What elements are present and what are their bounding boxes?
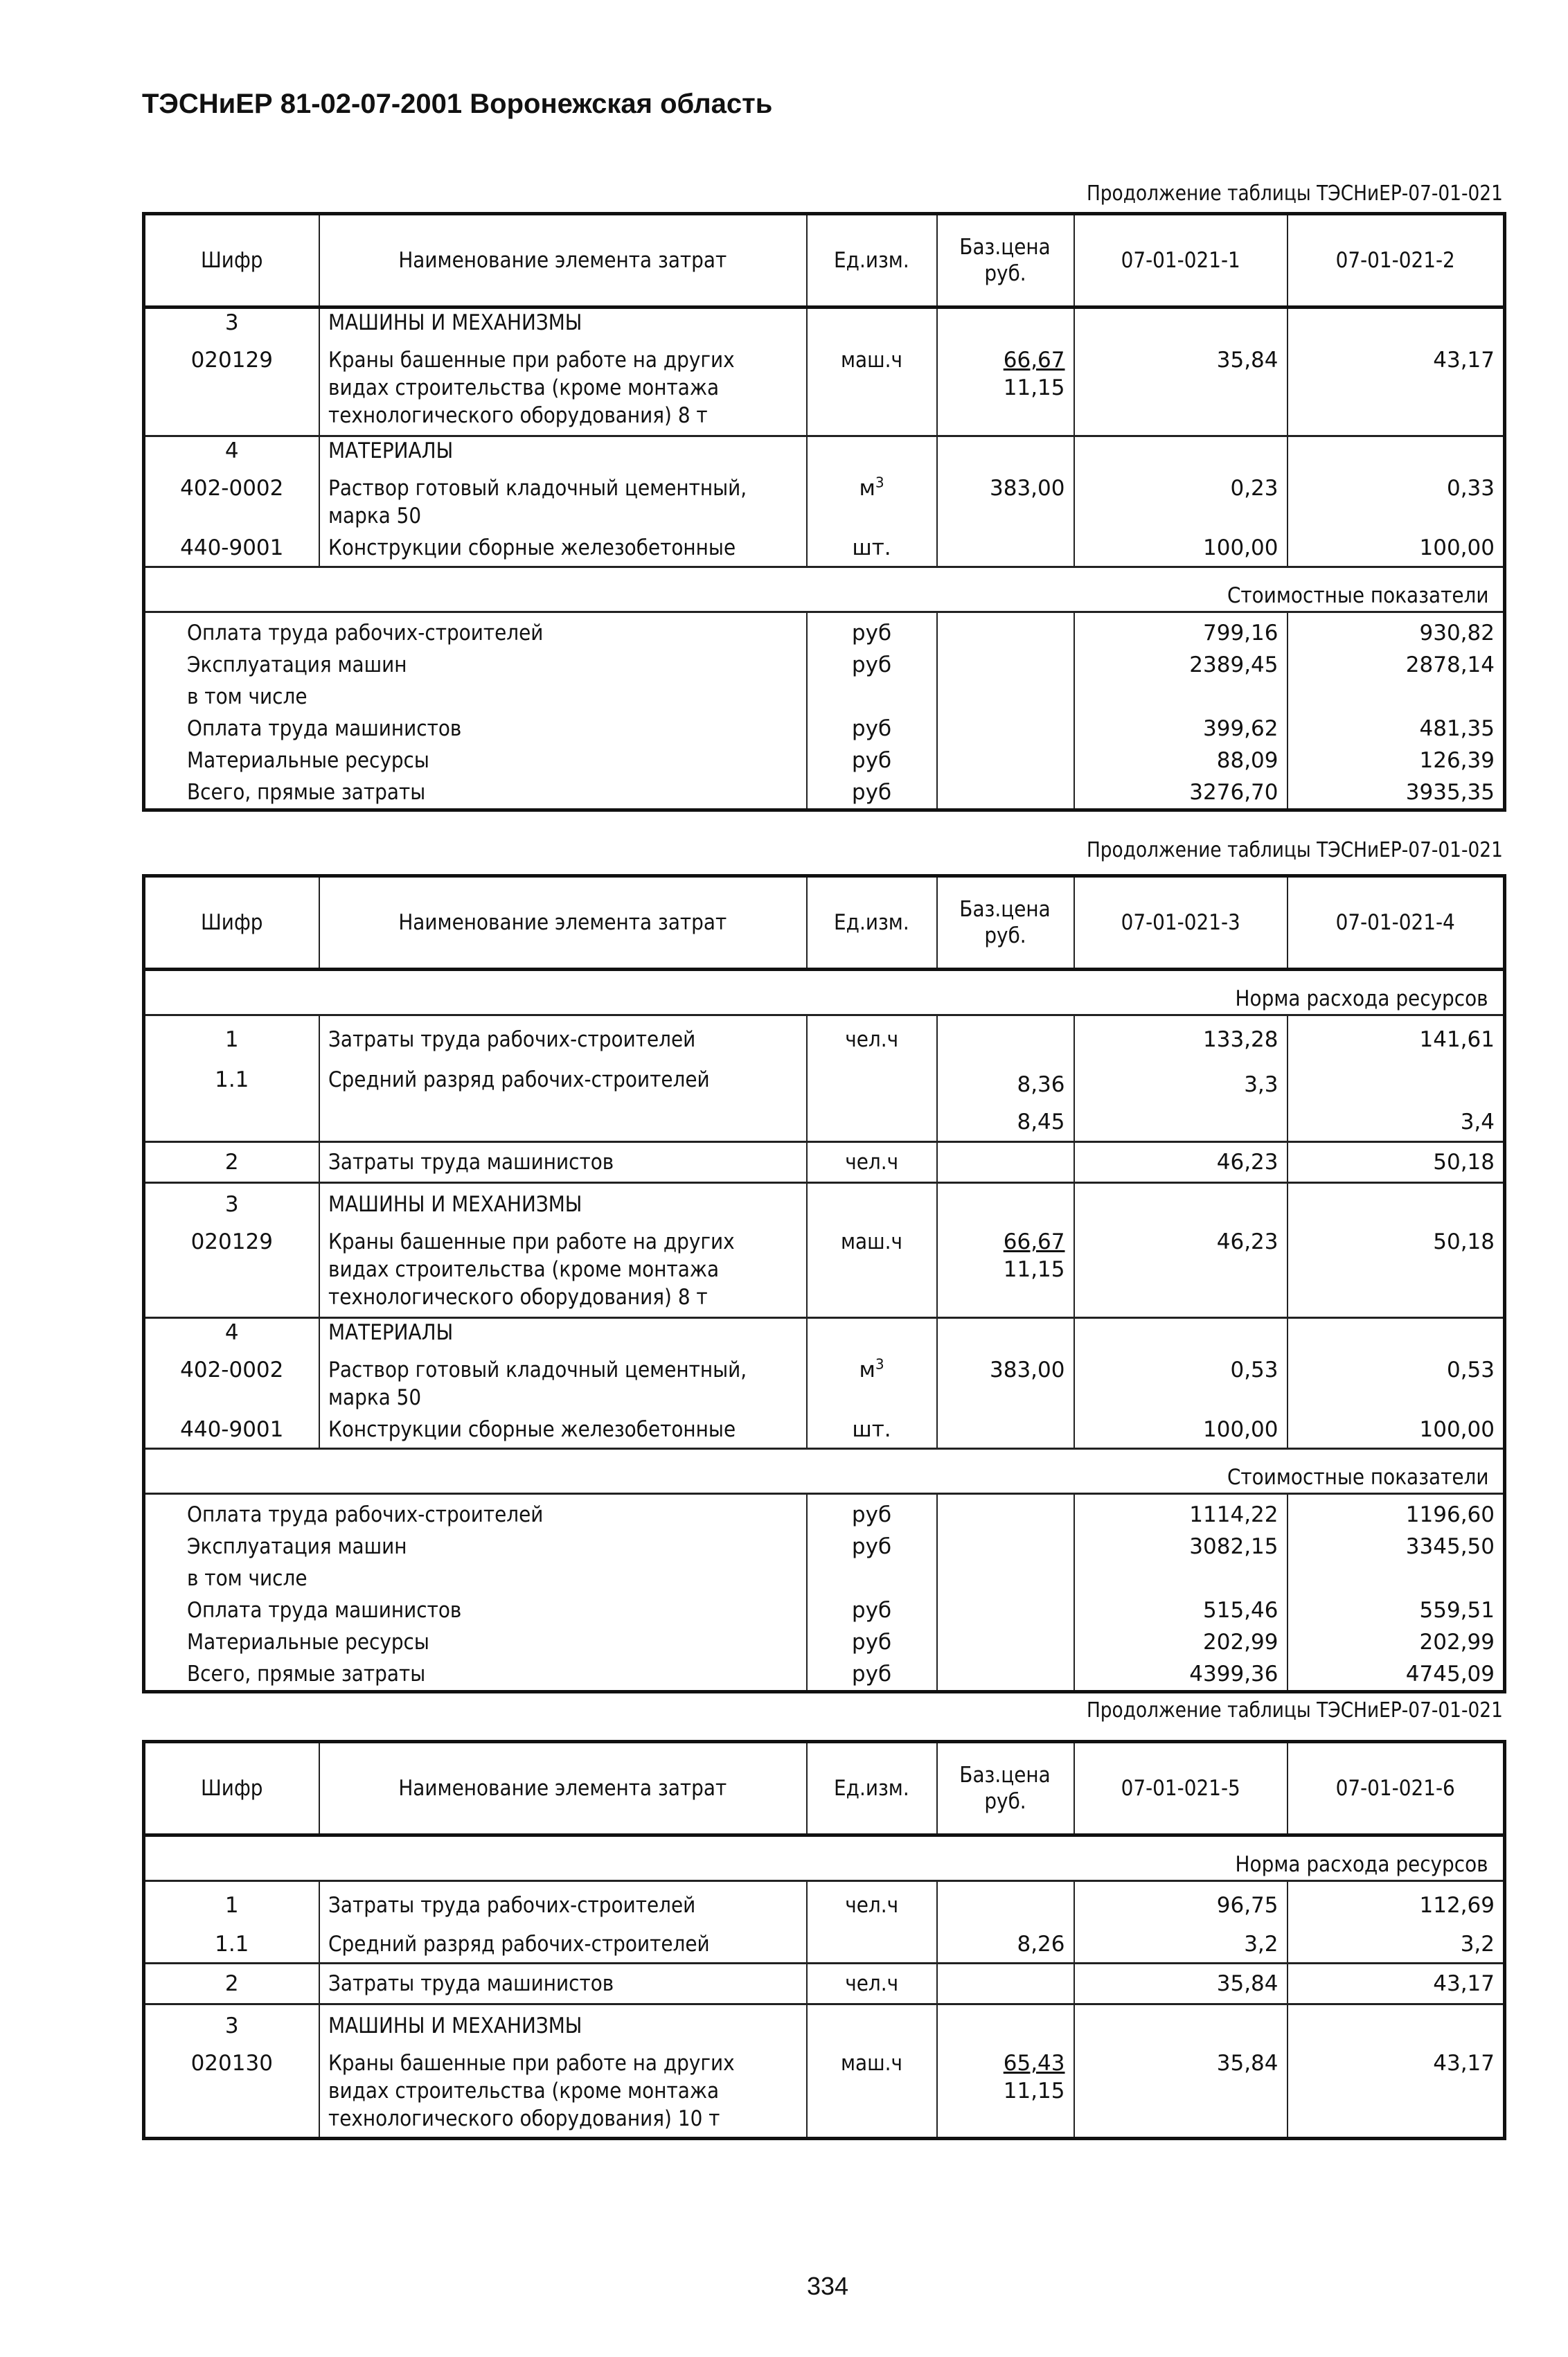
row-section-title: МАШИНЫ И МЕХАНИЗМЫ bbox=[319, 308, 807, 337]
row-unit: чел.ч bbox=[807, 1142, 937, 1183]
row-code: 440-9001 bbox=[144, 1412, 319, 1449]
col-header-name: Наименование элемента затрат bbox=[319, 1742, 807, 1835]
cost-unit: руб bbox=[807, 713, 937, 745]
cost-value-b: 202,99 bbox=[1288, 1626, 1505, 1658]
row-code: 440-9001 bbox=[144, 530, 319, 567]
row-value-b: 3,4 bbox=[1288, 1053, 1505, 1142]
col-header-unit: Ед.изм. bbox=[807, 214, 937, 308]
document-title: ТЭСНиЕР 81-02-07-2001 Воронежская область bbox=[142, 89, 773, 119]
row-unit: маш.ч bbox=[807, 337, 937, 436]
row-section-title: МАШИНЫ И МЕХАНИЗМЫ bbox=[319, 2004, 807, 2040]
row-value-a: 35,84 bbox=[1074, 1964, 1288, 2004]
table-row bbox=[144, 2004, 1505, 2040]
row-name: Конструкции сборные железобетонные bbox=[319, 1412, 807, 1449]
row-section-title: МАТЕРИАЛЫ bbox=[319, 436, 807, 465]
table-caption: Продолжение таблицы ТЭСНиЕР-07-01-021 bbox=[1087, 838, 1503, 862]
row-unit: маш.ч bbox=[807, 2040, 937, 2139]
cost-value-b: 2878,14 bbox=[1288, 649, 1505, 681]
table-row bbox=[144, 1919, 1505, 1964]
header-row bbox=[144, 876, 1505, 970]
resource-table-2 bbox=[142, 874, 1506, 1693]
cost-unit: руб bbox=[807, 745, 937, 776]
cost-unit: руб bbox=[807, 649, 937, 681]
cost-label: Эксплуатация машин bbox=[144, 1531, 807, 1563]
col-header-variant-a: 07-01-021-5 bbox=[1074, 1742, 1288, 1835]
row-price: 8,26 bbox=[937, 1919, 1074, 1964]
table-row bbox=[144, 1142, 1505, 1183]
row-value-a: 46,23 bbox=[1074, 1142, 1288, 1183]
row-code: 1 bbox=[144, 1881, 319, 1920]
row-value-b: 50,18 bbox=[1288, 1142, 1505, 1183]
row-value-a: 35,84 bbox=[1074, 337, 1288, 436]
row-name: Краны башенные при работе на других видах строительства (кроме монтажа технологического оборудования) 8 т bbox=[319, 337, 807, 436]
cost-row bbox=[144, 713, 1505, 745]
row-value-b: 0,53 bbox=[1288, 1346, 1505, 1412]
cost-label: в том числе bbox=[144, 681, 807, 713]
col-header-price: Баз.цена руб. bbox=[937, 876, 1074, 970]
table-row bbox=[144, 1183, 1505, 1219]
row-section-title: МАТЕРИАЛЫ bbox=[319, 1318, 807, 1347]
row-value-a: 35,84 bbox=[1074, 2040, 1288, 2139]
row-unit: шт. bbox=[807, 530, 937, 567]
row-code: 020130 bbox=[144, 2040, 319, 2139]
row-code: 1.1 bbox=[144, 1053, 319, 1142]
cost-value-b: 1196,60 bbox=[1288, 1494, 1505, 1531]
row-unit: $м^3$ bbox=[807, 465, 937, 530]
row-value-a: 96,75 bbox=[1074, 1881, 1288, 1920]
cost-row bbox=[144, 1531, 1505, 1563]
row-value-a: 100,00 bbox=[1074, 530, 1288, 567]
cost-row bbox=[144, 649, 1505, 681]
row-code: 3 bbox=[144, 2004, 319, 2040]
cost-unit: руб bbox=[807, 612, 937, 650]
row-value-b: 100,00 bbox=[1288, 1412, 1505, 1449]
section-header-row bbox=[144, 567, 1505, 612]
row-name: Раствор готовый кладочный цементный, марка 50 bbox=[319, 465, 807, 530]
cost-label: Эксплуатация машин bbox=[144, 649, 807, 681]
cost-value-b: 481,35 bbox=[1288, 713, 1505, 745]
col-header-variant-b: 07-01-021-4 bbox=[1288, 876, 1505, 970]
table-row bbox=[144, 1881, 1505, 1920]
table-row bbox=[144, 337, 1505, 436]
row-value-b: 43,17 bbox=[1288, 337, 1505, 436]
cost-value-b: 559,51 bbox=[1288, 1594, 1505, 1626]
table-row bbox=[144, 1346, 1505, 1412]
norm-section-label: Норма расхода ресурсов bbox=[144, 1835, 1505, 1881]
cost-unit: руб bbox=[807, 1531, 937, 1563]
row-code: 402-0002 bbox=[144, 1346, 319, 1412]
cost-value-b: 4745,09 bbox=[1288, 1658, 1505, 1692]
cost-value-a: 1114,22 bbox=[1074, 1494, 1288, 1531]
row-price: 383,00 bbox=[937, 1346, 1074, 1412]
table-row bbox=[144, 436, 1505, 465]
table-row bbox=[144, 308, 1505, 337]
cost-row bbox=[144, 1658, 1505, 1692]
table-row bbox=[144, 1015, 1505, 1054]
row-value-b: 3,2 bbox=[1288, 1919, 1505, 1964]
row-name: Раствор готовый кладочный цементный, марка 50 bbox=[319, 1346, 807, 1412]
col-header-unit: Ед.изм. bbox=[807, 876, 937, 970]
resource-table-3 bbox=[142, 1740, 1506, 2140]
col-header-name: Наименование элемента затрат bbox=[319, 876, 807, 970]
col-header-price: Баз.цена руб. bbox=[937, 1742, 1074, 1835]
cost-row bbox=[144, 612, 1505, 650]
table-caption: Продолжение таблицы ТЭСНиЕР-07-01-021 bbox=[1087, 1698, 1503, 1723]
cost-value-a: 799,16 bbox=[1074, 612, 1288, 650]
cost-value-a: 88,09 bbox=[1074, 745, 1288, 776]
table-row bbox=[144, 1964, 1505, 2004]
row-value-b: 112,69 bbox=[1288, 1881, 1505, 1920]
cost-label: Материальные ресурсы bbox=[144, 745, 807, 776]
row-section-title: МАШИНЫ И МЕХАНИЗМЫ bbox=[319, 1183, 807, 1219]
cost-value-a: 515,46 bbox=[1074, 1594, 1288, 1626]
row-value-b: 141,61 bbox=[1288, 1015, 1505, 1054]
cost-label: Оплата труда машинистов bbox=[144, 713, 807, 745]
row-unit: шт. bbox=[807, 1412, 937, 1449]
row-name: Затраты труда машинистов bbox=[319, 1142, 807, 1183]
table-row bbox=[144, 1412, 1505, 1449]
row-price: 65,43 11,15 bbox=[937, 2040, 1074, 2139]
row-price: 8,36 8,45 bbox=[937, 1053, 1074, 1142]
row-value-b: 100,00 bbox=[1288, 530, 1505, 567]
table-caption: Продолжение таблицы ТЭСНиЕР-07-01-021 bbox=[1087, 181, 1503, 206]
cost-value-a: 399,62 bbox=[1074, 713, 1288, 745]
row-name: Краны башенные при работе на других видах строительства (кроме монтажа технологического оборудования) 10 т bbox=[319, 2040, 807, 2139]
cost-label: Всего, прямые затраты bbox=[144, 776, 807, 810]
row-name: Средний разряд рабочих-строителей bbox=[319, 1053, 807, 1142]
cost-value-a: 3276,70 bbox=[1074, 776, 1288, 810]
row-value-b: 0,33 bbox=[1288, 465, 1505, 530]
cost-value-b: 3345,50 bbox=[1288, 1531, 1505, 1563]
row-unit: чел.ч bbox=[807, 1881, 937, 1920]
row-name: Средний разряд рабочих-строителей bbox=[319, 1919, 807, 1964]
cost-label: Материальные ресурсы bbox=[144, 1626, 807, 1658]
row-name: Краны башенные при работе на других видах строительства (кроме монтажа технологического оборудования) 8 т bbox=[319, 1218, 807, 1318]
cost-unit: руб bbox=[807, 776, 937, 810]
row-value-a: 46,23 bbox=[1074, 1218, 1288, 1318]
row-code: 4 bbox=[144, 436, 319, 465]
cost-row bbox=[144, 1594, 1505, 1626]
cost-value-a: 202,99 bbox=[1074, 1626, 1288, 1658]
col-header-variant-b: 07-01-021-2 bbox=[1288, 214, 1505, 308]
cost-value-b: 3935,35 bbox=[1288, 776, 1505, 810]
row-price: 383,00 bbox=[937, 465, 1074, 530]
row-code: 2 bbox=[144, 1142, 319, 1183]
cost-row bbox=[144, 1626, 1505, 1658]
cost-unit: руб bbox=[807, 1494, 937, 1531]
row-code: 1.1 bbox=[144, 1919, 319, 1964]
row-value-a: 3,2 bbox=[1074, 1919, 1288, 1964]
row-name: Конструкции сборные железобетонные bbox=[319, 530, 807, 567]
row-code: 3 bbox=[144, 1183, 319, 1219]
row-code: 402-0002 bbox=[144, 465, 319, 530]
cost-value-a: 4399,36 bbox=[1074, 1658, 1288, 1692]
row-code: 2 bbox=[144, 1964, 319, 2004]
row-unit: чел.ч bbox=[807, 1964, 937, 2004]
row-price: 66,67 11,15 bbox=[937, 1218, 1074, 1318]
col-header-variant-a: 07-01-021-3 bbox=[1074, 876, 1288, 970]
row-unit: маш.ч bbox=[807, 1218, 937, 1318]
cost-label: Оплата труда машинистов bbox=[144, 1594, 807, 1626]
cost-section-label: Стоимостные показатели bbox=[144, 567, 1505, 612]
table-row bbox=[144, 465, 1505, 530]
cost-section-label: Стоимостные показатели bbox=[144, 1449, 1505, 1494]
col-header-code: Шифр bbox=[144, 876, 319, 970]
table-row bbox=[144, 1218, 1505, 1318]
row-unit: $м^3$ bbox=[807, 1346, 937, 1412]
cost-value-a: 3082,15 bbox=[1074, 1531, 1288, 1563]
row-value-b: 43,17 bbox=[1288, 2040, 1505, 2139]
cost-value-b: 930,82 bbox=[1288, 612, 1505, 650]
cost-label: Оплата труда рабочих-строителей bbox=[144, 612, 807, 650]
cost-row bbox=[144, 745, 1505, 776]
col-header-code: Шифр bbox=[144, 1742, 319, 1835]
cost-row bbox=[144, 1563, 1505, 1594]
cost-label: Оплата труда рабочих-строителей bbox=[144, 1494, 807, 1531]
cost-value-b: 126,39 bbox=[1288, 745, 1505, 776]
header-row bbox=[144, 214, 1505, 308]
row-code: 4 bbox=[144, 1318, 319, 1347]
row-code: 020129 bbox=[144, 1218, 319, 1318]
col-header-name: Наименование элемента затрат bbox=[319, 214, 807, 308]
resource-table-1 bbox=[142, 212, 1506, 812]
table-row bbox=[144, 2040, 1505, 2139]
row-name: Затраты труда машинистов bbox=[319, 1964, 807, 2004]
table-row bbox=[144, 1318, 1505, 1347]
cost-label: Всего, прямые затраты bbox=[144, 1658, 807, 1692]
table-row bbox=[144, 1053, 1505, 1142]
norm-section-label: Норма расхода ресурсов bbox=[144, 970, 1505, 1015]
col-header-variant-a: 07-01-021-1 bbox=[1074, 214, 1288, 308]
col-header-variant-b: 07-01-021-6 bbox=[1288, 1742, 1505, 1835]
col-header-code: Шифр bbox=[144, 214, 319, 308]
row-price: 66,67 11,15 bbox=[937, 337, 1074, 436]
cost-unit: руб bbox=[807, 1626, 937, 1658]
page-number: 334 bbox=[807, 2272, 849, 2300]
row-value-a: 0,23 bbox=[1074, 465, 1288, 530]
row-name: Затраты труда рабочих-строителей bbox=[319, 1881, 807, 1920]
row-value-a: 100,00 bbox=[1074, 1412, 1288, 1449]
col-header-price: Баз.цена руб. bbox=[937, 214, 1074, 308]
row-value-b: 43,17 bbox=[1288, 1964, 1505, 2004]
row-code: 3 bbox=[144, 308, 319, 337]
row-code: 1 bbox=[144, 1015, 319, 1054]
header-row bbox=[144, 1742, 1505, 1835]
row-unit: чел.ч bbox=[807, 1015, 937, 1054]
row-value-a: 3,3 bbox=[1074, 1053, 1288, 1142]
row-value-b: 50,18 bbox=[1288, 1218, 1505, 1318]
section-header-row bbox=[144, 1449, 1505, 1494]
section-header-row bbox=[144, 970, 1505, 1015]
cost-unit: руб bbox=[807, 1594, 937, 1626]
cost-value-a: 2389,45 bbox=[1074, 649, 1288, 681]
row-value-a: 0,53 bbox=[1074, 1346, 1288, 1412]
row-code: 020129 bbox=[144, 337, 319, 436]
cost-unit: руб bbox=[807, 1658, 937, 1692]
cost-row bbox=[144, 1494, 1505, 1531]
row-value-a: 133,28 bbox=[1074, 1015, 1288, 1054]
cost-row bbox=[144, 776, 1505, 810]
row-name: Затраты труда рабочих-строителей bbox=[319, 1015, 807, 1054]
table-row bbox=[144, 530, 1505, 567]
cost-row bbox=[144, 681, 1505, 713]
cost-label: в том числе bbox=[144, 1563, 807, 1594]
section-header-row bbox=[144, 1835, 1505, 1881]
col-header-unit: Ед.изм. bbox=[807, 1742, 937, 1835]
